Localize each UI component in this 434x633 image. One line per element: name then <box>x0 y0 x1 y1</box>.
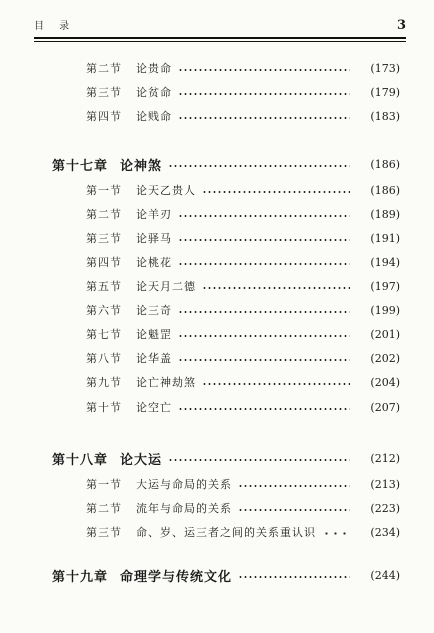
toc-entry[interactable] <box>0 348 434 368</box>
chapter-number: 第十八章 <box>52 452 109 468</box>
dot-leader <box>238 576 350 578</box>
section-title: 流年与命局的关系 <box>136 502 232 515</box>
section-title: 论贫命 <box>136 86 172 99</box>
section-title: 论三奇 <box>136 304 172 317</box>
page-ref: (191) <box>370 231 400 245</box>
section-number: 第二节 <box>86 62 122 75</box>
section-number: 第十节 <box>86 401 122 414</box>
page-ref: (183) <box>370 109 400 123</box>
toc-entry[interactable] <box>0 397 434 417</box>
toc-entry[interactable] <box>0 300 434 320</box>
page-ref: (201) <box>370 327 400 341</box>
dot-leader <box>238 509 350 511</box>
dot-leader <box>202 191 350 193</box>
toc-entry[interactable] <box>0 58 434 78</box>
section-number: 第三节 <box>86 232 122 245</box>
toc-chapter[interactable] <box>0 448 434 468</box>
section-number: 第八节 <box>86 352 122 365</box>
header-title: 目 录 <box>34 21 76 32</box>
section-number: 第三节 <box>86 526 122 539</box>
section-number: 第九节 <box>86 376 122 389</box>
dot-leader <box>238 485 350 487</box>
page-ref: (234) <box>370 525 400 539</box>
section-number: 第一节 <box>86 184 122 197</box>
chapter-title: 命理学与传统文化 <box>120 569 233 585</box>
section-number: 第五节 <box>86 280 122 293</box>
page-ref: (186) <box>370 183 400 197</box>
dot-leader <box>178 239 350 241</box>
section-title: 论驿马 <box>136 232 172 245</box>
toc-entry[interactable] <box>0 180 434 200</box>
toc-entry[interactable] <box>0 498 434 518</box>
toc-entry[interactable] <box>0 324 434 344</box>
section-number: 第二节 <box>86 502 122 515</box>
chapter-title: 论大运 <box>120 452 163 468</box>
dot-leader <box>202 287 350 289</box>
page-ref: (189) <box>370 207 400 221</box>
toc-entry[interactable] <box>0 252 434 272</box>
toc-chapter[interactable] <box>0 154 434 174</box>
toc-entry[interactable] <box>0 372 434 392</box>
section-title: 论天月二德 <box>136 280 196 293</box>
section-title: 论亡神劫煞 <box>136 376 196 389</box>
dot-leader <box>178 215 350 217</box>
page-ref: (213) <box>370 477 400 491</box>
section-title: 大运与命局的关系 <box>136 478 232 491</box>
page-ref: (223) <box>370 501 400 515</box>
section-title: 论天乙贵人 <box>136 184 196 197</box>
dot-leader <box>178 93 350 95</box>
toc-entry[interactable] <box>0 474 434 494</box>
dot-leader <box>178 117 350 119</box>
page-ref: (212) <box>370 451 400 465</box>
dot-leader <box>178 69 350 71</box>
dot-leader <box>322 532 350 535</box>
section-title: 论贵命 <box>136 62 172 75</box>
dot-leader <box>202 383 350 385</box>
section-title: 论空亡 <box>136 401 172 414</box>
chapter-number: 第十七章 <box>52 158 109 174</box>
section-title: 论贱命 <box>136 110 172 123</box>
toc-entry[interactable] <box>0 522 434 542</box>
dot-leader <box>178 408 350 410</box>
toc-entry[interactable] <box>0 276 434 296</box>
page-ref: (179) <box>370 85 400 99</box>
page-ref: (197) <box>370 279 400 293</box>
page-ref: (199) <box>370 303 400 317</box>
section-number: 第三节 <box>86 86 122 99</box>
page-ref: (244) <box>370 568 400 582</box>
section-number: 第二节 <box>86 208 122 221</box>
page-number: 3 <box>396 18 406 33</box>
section-title: 论桃花 <box>136 256 172 269</box>
toc-entry[interactable] <box>0 106 434 126</box>
section-number: 第四节 <box>86 256 122 269</box>
dot-leader <box>178 335 350 337</box>
page-ref: (204) <box>370 375 400 389</box>
dot-leader <box>178 263 350 265</box>
toc-chapter[interactable] <box>0 565 434 585</box>
section-title: 论羊刃 <box>136 208 172 221</box>
page-ref: (186) <box>370 157 400 171</box>
section-number: 第六节 <box>86 304 122 317</box>
section-number: 第七节 <box>86 328 122 341</box>
chapter-number: 第十九章 <box>52 569 109 585</box>
dot-leader <box>168 459 350 461</box>
toc-entry[interactable] <box>0 228 434 248</box>
page-ref: (202) <box>370 351 400 365</box>
page-ref: (173) <box>370 61 400 75</box>
dot-leader <box>178 311 350 313</box>
dot-leader <box>168 165 350 167</box>
section-title: 论华盖 <box>136 352 172 365</box>
page-ref: (207) <box>370 400 400 414</box>
toc-entry[interactable] <box>0 82 434 102</box>
chapter-title: 论神煞 <box>120 158 163 174</box>
page-ref: (194) <box>370 255 400 269</box>
dot-leader <box>178 359 350 361</box>
section-title: 论魁罡 <box>136 328 172 341</box>
section-title: 命、岁、运三者之间的关系重认识 <box>136 526 316 539</box>
section-number: 第四节 <box>86 110 122 123</box>
section-number: 第一节 <box>86 478 122 491</box>
toc-entry[interactable] <box>0 204 434 224</box>
